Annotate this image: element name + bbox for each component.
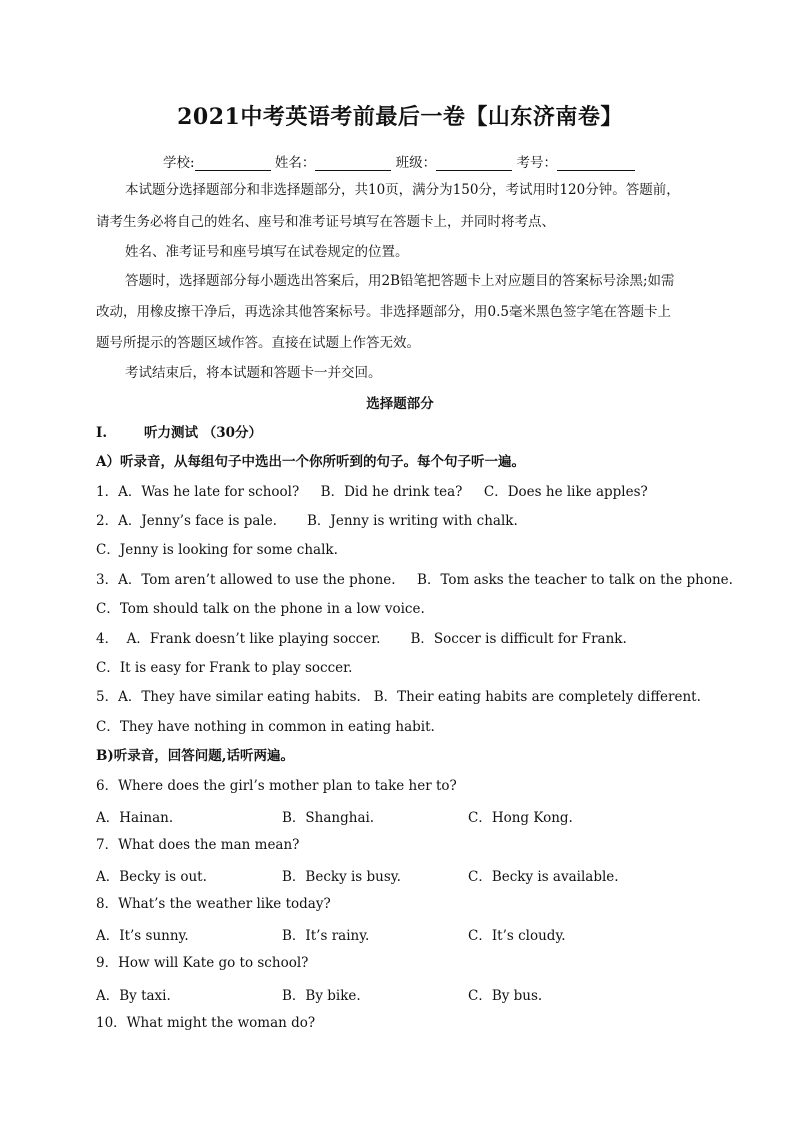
question-line: C．Tom should talk on the phone in a low voice. <box>96 601 425 617</box>
question-line: 2．A．Jenny’s face is pale. B．Jenny is writing with chalk. <box>96 513 518 529</box>
question-line: 1．A．Was he late for school? B．Did he drink tea? C．Does he like apples? <box>96 484 648 500</box>
part-1-number: I. <box>96 425 108 441</box>
name-label: 姓名： <box>274 155 316 171</box>
question-10-stem: 10．What might the woman do? <box>96 1015 316 1031</box>
question-line: C．It is easy for Frank to play soccer. <box>96 660 353 676</box>
q6-option-b: B．Shanghai. <box>282 810 375 826</box>
question-8-stem: 8．What’s the weather like today? <box>96 896 331 912</box>
question-line: 4． A．Frank doesn’t like playing soccer. B．Soccer is difficult for Frank. <box>96 631 627 647</box>
question-9-stem: 9．How will Kate go to school? <box>96 955 309 971</box>
student-info-line <box>163 151 635 171</box>
instruction-line-1: 本试题分选择题部分和非选择题部分，共10页，满分为150分，考试用时120分钟。答题前， <box>125 182 680 198</box>
instruction-line-7: 考试结束后，将本试题和答题卡一并交回。 <box>125 365 382 381</box>
question-line: 3．A．Tom aren’t allowed to use the phone. B．Tom asks the teacher to talk on the phone. <box>96 572 733 588</box>
q9-option-b: B．By bike. <box>282 988 361 1004</box>
question-7-stem: 7．What does the man mean? <box>96 837 300 853</box>
part-b-heading: B)听录音，回答问题,话听两遍。 <box>96 748 294 764</box>
q6-option-a: A．Hainan. <box>96 810 174 826</box>
q7-option-a: A．Becky is out. <box>96 869 207 885</box>
number-blank[interactable] <box>557 156 635 171</box>
instruction-line-4: 答题时，选择题部分每小题选出答案后，用2B铅笔把答题卡上对应题目的答案标号涂黑;如需 <box>125 273 675 289</box>
q8-option-a: A．It’s sunny. <box>96 928 189 944</box>
q9-option-a: A．By taxi. <box>96 988 171 1004</box>
q7-option-c: C．Becky is available. <box>468 869 619 885</box>
exam-title: 2021中考英语考前最后一卷【山东济南卷】 <box>177 104 623 130</box>
class-label: 班级： <box>395 155 437 171</box>
school-blank[interactable] <box>195 156 271 171</box>
class-blank[interactable] <box>436 156 512 171</box>
instruction-line-3: 姓名、准考证号和座号填写在试卷规定的位置。 <box>125 244 409 260</box>
question-line: C．They have nothing in common in eating habit. <box>96 719 435 735</box>
instruction-line-5: 改动，用橡皮擦干净后，再选涂其他答案标号。非选择题部分，用0.5毫米黑色签字笔在答题卡上 <box>96 304 671 320</box>
part-1-title: 听力测试 （30分） <box>144 425 262 441</box>
section-heading: 选择题部分 <box>366 396 434 412</box>
instruction-line-2: 请考生务必将自己的姓名、座号和准考证号填写在答题卡上，并同时将考点、 <box>96 214 555 230</box>
question-line: C．Jenny is looking for some chalk. <box>96 542 338 558</box>
part-a-heading: A）听录音，从每组句子中选出一个你所听到的句子。每个句子听一遍。 <box>96 454 525 470</box>
q8-option-b: B．It’s rainy. <box>282 928 370 944</box>
number-label: 考号： <box>516 155 557 171</box>
q9-option-c: C．By bus. <box>468 988 543 1004</box>
question-6-stem: 6．Where does the girl’s mother plan to take her to? <box>96 778 457 794</box>
q6-option-c: C．Hong Kong. <box>468 810 573 826</box>
question-line: 5．A．They have similar eating habits. B．Their eating habits are completely different. <box>96 689 701 705</box>
name-blank[interactable] <box>315 156 391 171</box>
instruction-line-6: 题号所提示的答题区域作答。直接在试题上作答无效。 <box>96 335 420 351</box>
q8-option-c: C．It’s cloudy. <box>468 928 566 944</box>
q7-option-b: B．Becky is busy. <box>282 869 401 885</box>
school-label: 学校: <box>163 155 195 171</box>
